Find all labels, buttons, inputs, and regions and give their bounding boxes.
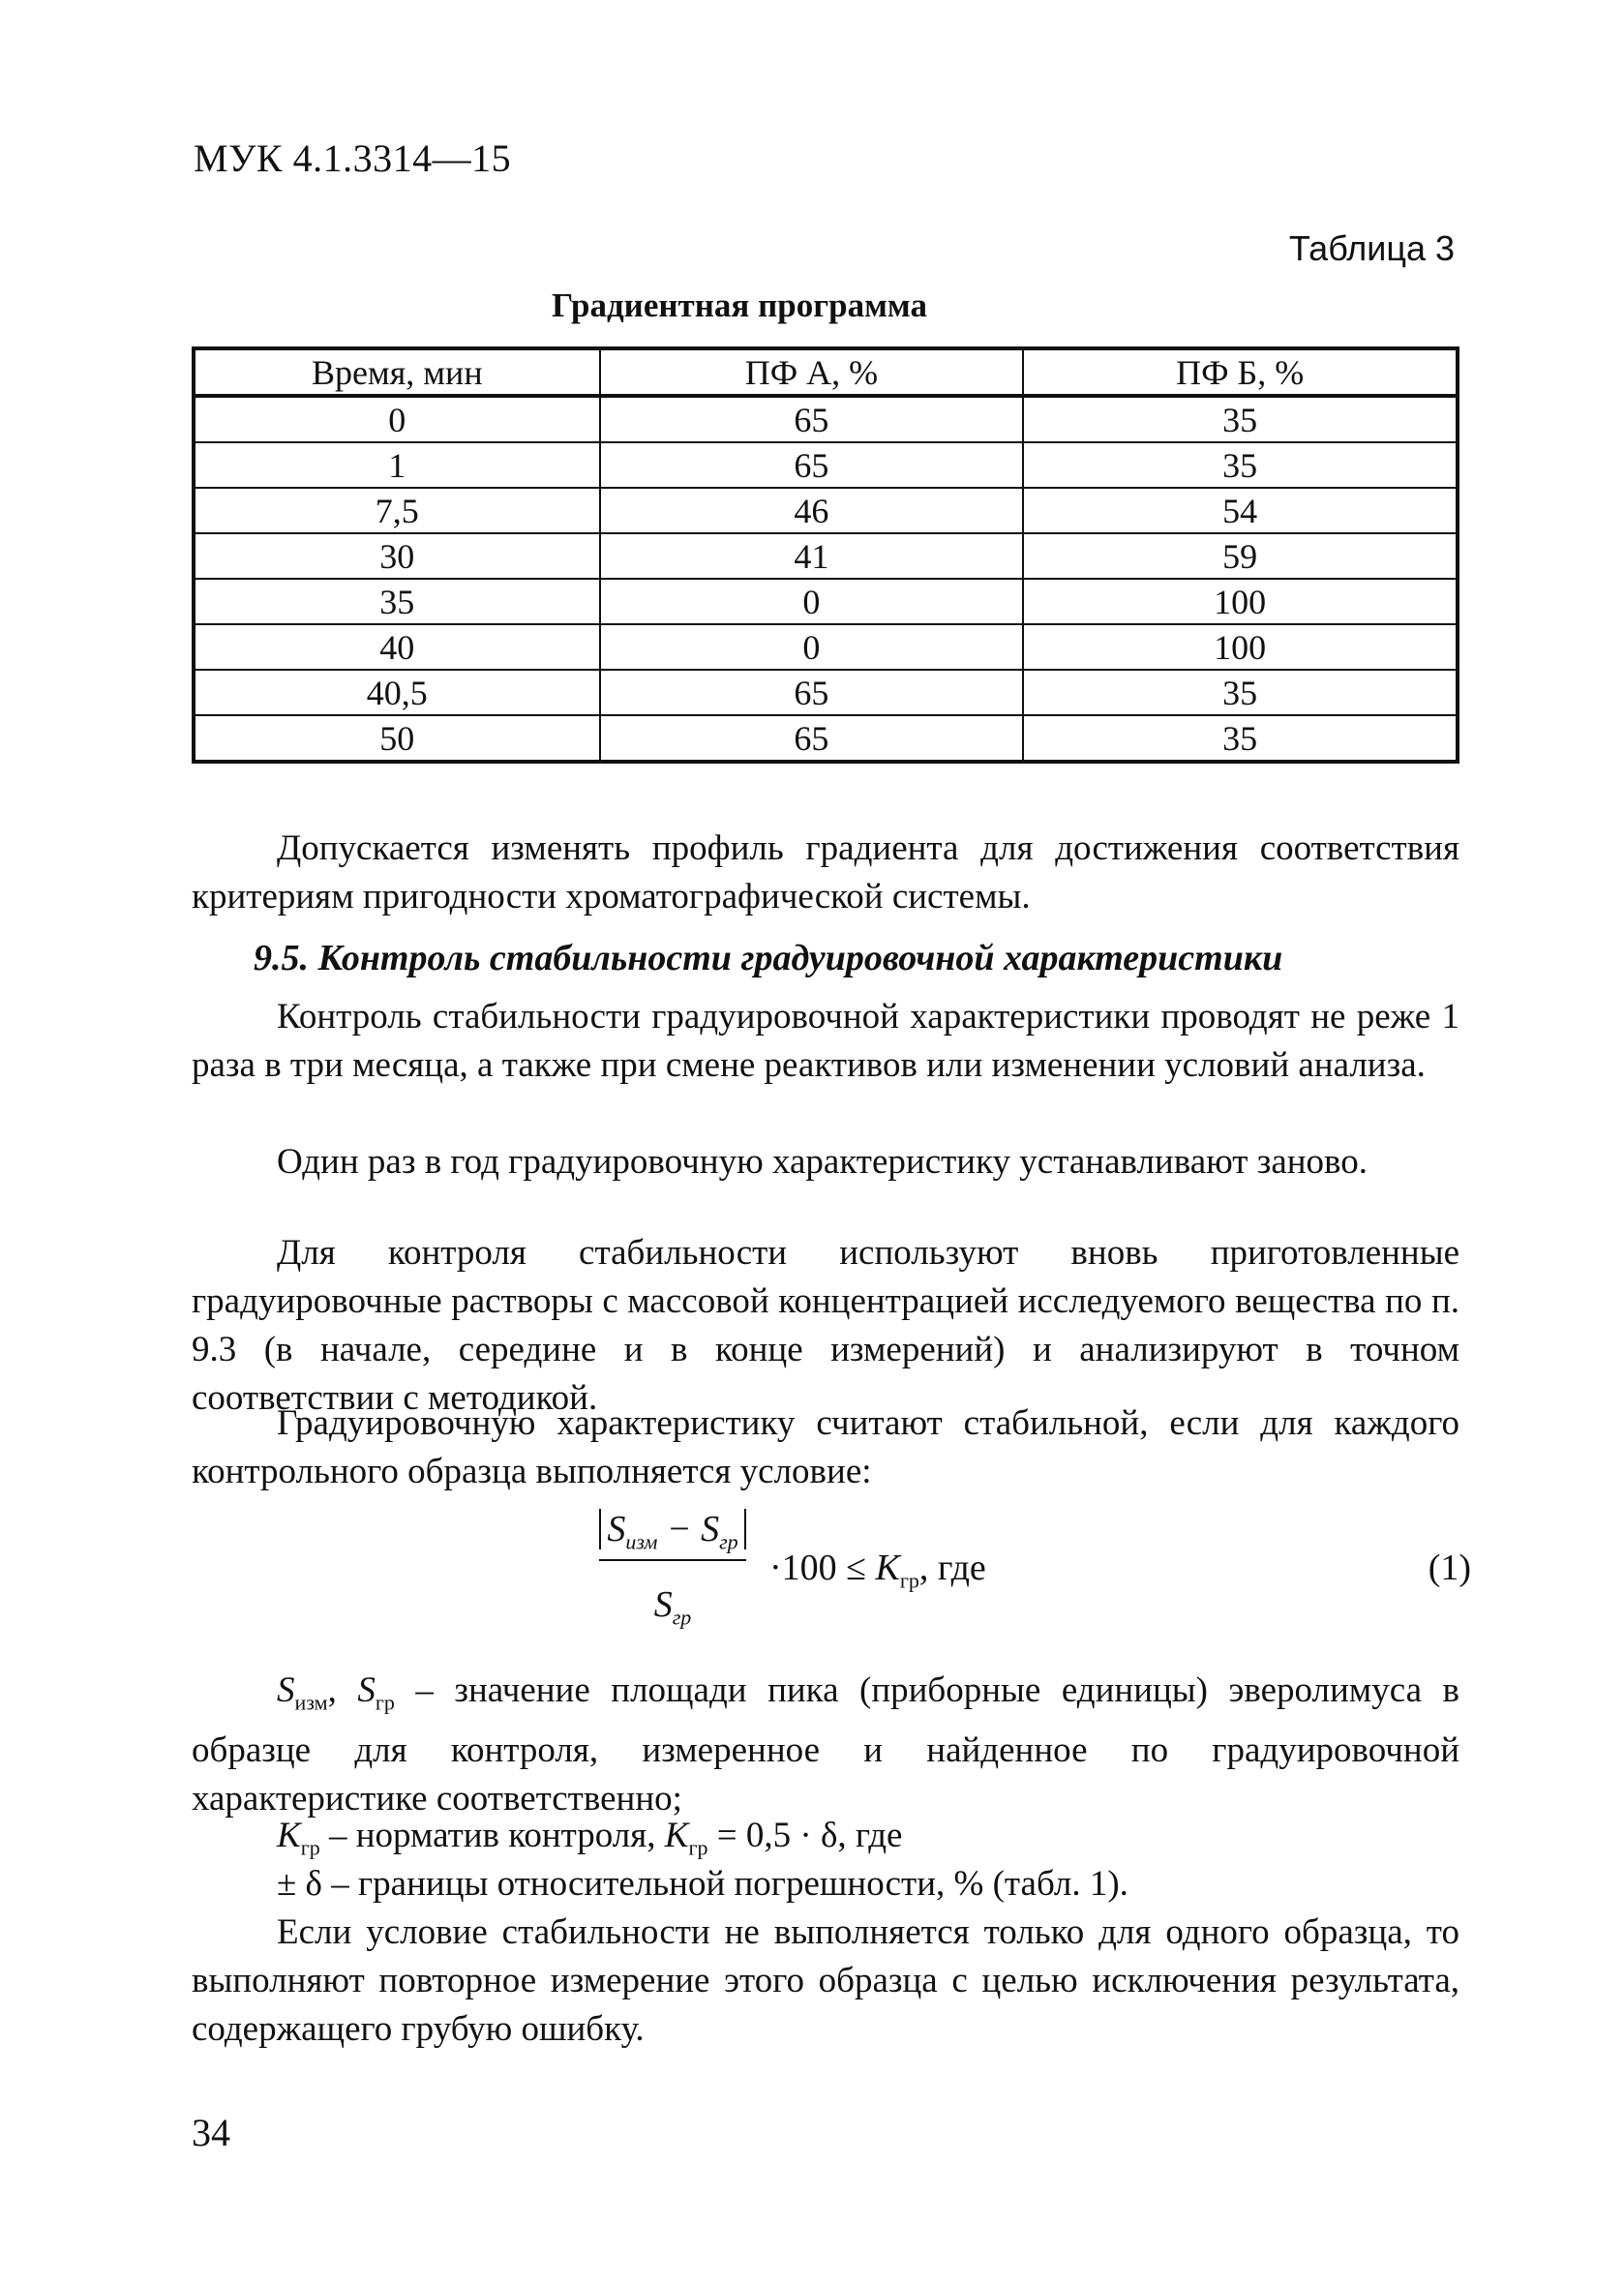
gradient-table xyxy=(192,346,1459,764)
table-row xyxy=(194,442,1458,488)
equation-number: (1) xyxy=(1428,1548,1471,1588)
paragraph-stability-condition: Градуировочную характеристику считают стабильной, если для каждого контрольного образца выполняется условие: xyxy=(192,1403,1459,1491)
cell-time: 7,5 xyxy=(194,488,600,533)
table-row xyxy=(194,533,1458,579)
formula-numerator: $S_{изм} - S_{гр}$ xyxy=(599,1508,745,1561)
formula-fraction xyxy=(581,1508,765,1630)
cell-pf-b: 35 xyxy=(1023,396,1458,442)
cell-pf-a: 65 xyxy=(600,670,1024,715)
cell-time: 35 xyxy=(194,579,600,624)
cell-pf-b: 59 xyxy=(1023,533,1458,579)
paragraph-control-frequency: Контроль стабильности градуировочной характеристики проводят не реже 1 раза в три месяца, а также при смене реактивов или изменении условий анализа. xyxy=(192,997,1459,1085)
cell-pf-a: 65 xyxy=(600,442,1024,488)
cell-pf-b: 54 xyxy=(1023,488,1458,533)
cell-pf-b: 35 xyxy=(1023,715,1458,762)
cell-pf-a: 46 xyxy=(600,488,1024,533)
cell-pf-a: 65 xyxy=(600,715,1024,762)
table-row xyxy=(194,670,1458,715)
paragraph-gradient-note: Допускается изменять профиль градиента для достижения соответствия критериям пригодности хроматографической системы. xyxy=(192,828,1459,917)
cell-pf-a: 0 xyxy=(600,579,1024,624)
formula-rest: $\cdot 100 \le K_{гр}$, где xyxy=(769,1548,986,1593)
cell-pf-b: 35 xyxy=(1023,442,1458,488)
paragraph-definition-s: $S_{изм}$, $S_{гр}$ – значение площади пика (приборные единицы) эверолимуса в образце для контроля, измеренное и найденное по градуировочной характеристике соответственно; xyxy=(192,1670,1459,1819)
cell-time: 40 xyxy=(194,624,600,670)
cell-pf-a: 0 xyxy=(600,624,1024,670)
table-row xyxy=(194,488,1458,533)
cell-pf-b: 100 xyxy=(1023,624,1458,670)
table-row xyxy=(194,715,1458,762)
column-header-pf-a: ПФ А, % xyxy=(600,348,1024,396)
cell-time: 0 xyxy=(194,396,600,442)
formula-1 xyxy=(581,1508,1471,1643)
section-title: 9.5. Контроль стабильности градуировочной характеристики xyxy=(254,938,1283,978)
paragraph-yearly: Один раз в год градуировочную характеристику устанавливают заново. xyxy=(277,1142,1368,1182)
document-code: МУК 4.1.3314—15 xyxy=(194,136,512,180)
cell-pf-b: 100 xyxy=(1023,579,1458,624)
cell-time: 40,5 xyxy=(194,670,600,715)
cell-time: 50 xyxy=(194,715,600,762)
cell-pf-b: 35 xyxy=(1023,670,1458,715)
cell-time: 1 xyxy=(194,442,600,488)
paragraph-definition-k: $K_{гр}$ – норматив контроля, $K_{гр} = 0,5 \cdot \delta$, где xyxy=(277,1816,903,1860)
cell-pf-a: 41 xyxy=(600,533,1024,579)
table-row xyxy=(194,624,1458,670)
table-row xyxy=(194,396,1458,442)
table-title: Градиентная программа xyxy=(551,286,928,324)
paragraph-control-solutions: Для контроля стабильности используют вновь приготовленные градуировочные растворы с массовой концентрацией исследуемого вещества по п. 9.3 (в начале, середине и в конце измерений) и анализируют в точном соответствии с методикой. xyxy=(192,1233,1459,1418)
cell-time: 30 xyxy=(194,533,600,579)
table-header-row xyxy=(194,348,1458,396)
column-header-time: Время, мин xyxy=(194,348,600,396)
formula-denominator: $S_{гр}$ xyxy=(653,1584,692,1630)
page-number: 34 xyxy=(192,2111,230,2154)
table-row xyxy=(194,579,1458,624)
column-header-pf-b: ПФ Б, % xyxy=(1023,348,1458,396)
cell-pf-a: 65 xyxy=(600,396,1024,442)
table-label: Таблица 3 xyxy=(1288,228,1455,268)
paragraph-definition-delta: ± δ – границы относительной погрешности, % (табл. 1). xyxy=(277,1864,1128,1904)
paragraph-repeat-measurement: Если условие стабильности не выполняется только для одного образца, то выполняют повторное измерение этого образца с целью исключения результата, содержащего грубую ошибку. xyxy=(192,1912,1459,2049)
